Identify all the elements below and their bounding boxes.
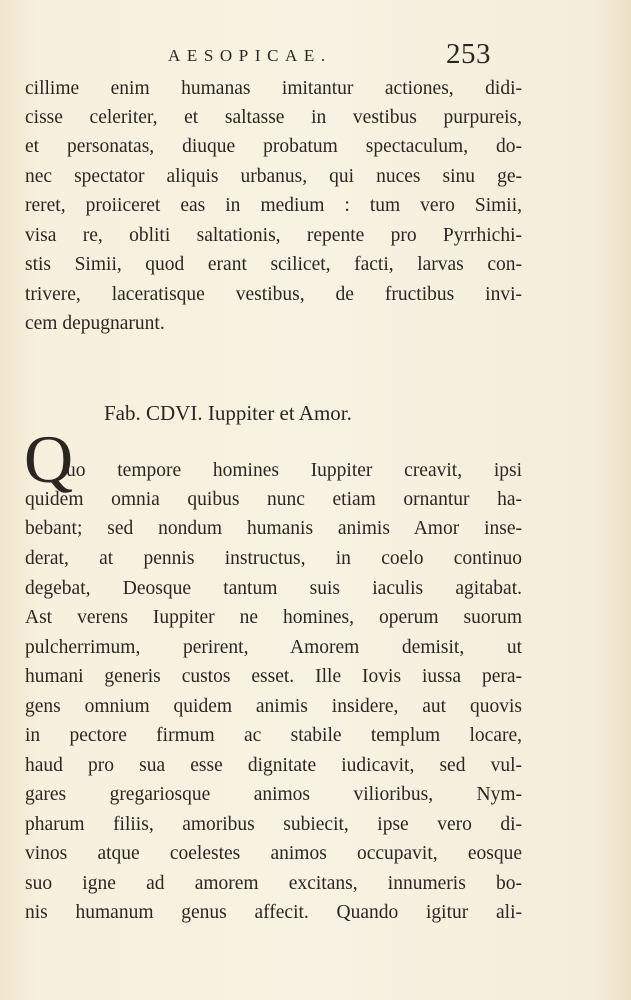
text-line: bebant; sed nondum humanis animis Amor inse- [25, 518, 522, 539]
text-line: cem depugnarunt. [25, 313, 165, 334]
text-line: nis humanum genus affecit. Quando igitur ali- [25, 902, 522, 923]
text-line: Ast verens Iuppiter ne homines, operum suorum [25, 607, 522, 628]
text-line: stis Simii, quod erant scilicet, facti, larvas con- [25, 254, 522, 275]
text-line: uo tempore homines Iuppiter creavit, ipsi [66, 460, 522, 481]
running-head [0, 38, 631, 78]
text-line: in pectore firmum ac stabile templum locare, [25, 725, 522, 746]
text-line: trivere, laceratisque vestibus, de fructibus invi- [25, 284, 522, 305]
running-title: AESOPICAE. [168, 46, 332, 65]
text-line: cillime enim humanas imitantur actiones, didi- [25, 78, 522, 99]
text-line: visa re, obliti saltationis, repente pro Pyrrhichi- [25, 225, 522, 246]
text-line: gares gregariosque animos vilioribus, Nym- [25, 784, 522, 805]
text-line: pulcherrimum, perirent, Amorem demisit, ut [25, 637, 522, 658]
page-number: 253 [446, 38, 491, 70]
text-line: et personatas, diuque probatum spectaculum, do- [25, 136, 522, 157]
text-line: humani generis custos esset. Ille Iovis iussa pera- [25, 666, 522, 687]
fable-title: Fab. CDVI. Iuppiter et Amor. [104, 401, 352, 425]
drop-cap: Q [24, 421, 74, 497]
text-line: derat, at pennis instructus, in coelo continuo [25, 548, 522, 569]
text-line: vinos atque coelestes animos occupavit, eosque [25, 843, 522, 864]
text-line: pharum filiis, amoribus subiecit, ipse vero di- [25, 814, 522, 835]
text-line: reret, proiiceret eas in medium : tum vero Simii, [25, 195, 522, 216]
text-line: cisse celeriter, et saltasse in vestibus purpureis, [25, 107, 522, 128]
text-line: degebat, Deosque tantum suis iaculis agitabat. [25, 578, 522, 599]
text-line: nec spectator aliquis urbanus, qui nuces sinu ge- [25, 166, 522, 187]
text-line: quidem omnia quibus nunc etiam ornantur ha- [25, 489, 522, 510]
text-line: gens omnium quidem animis insidere, aut quovis [25, 696, 522, 717]
text-line: haud pro sua esse dignitate iudicavit, sed vul- [25, 755, 522, 776]
text-line: suo igne ad amorem excitans, innumeris bo- [25, 873, 522, 894]
